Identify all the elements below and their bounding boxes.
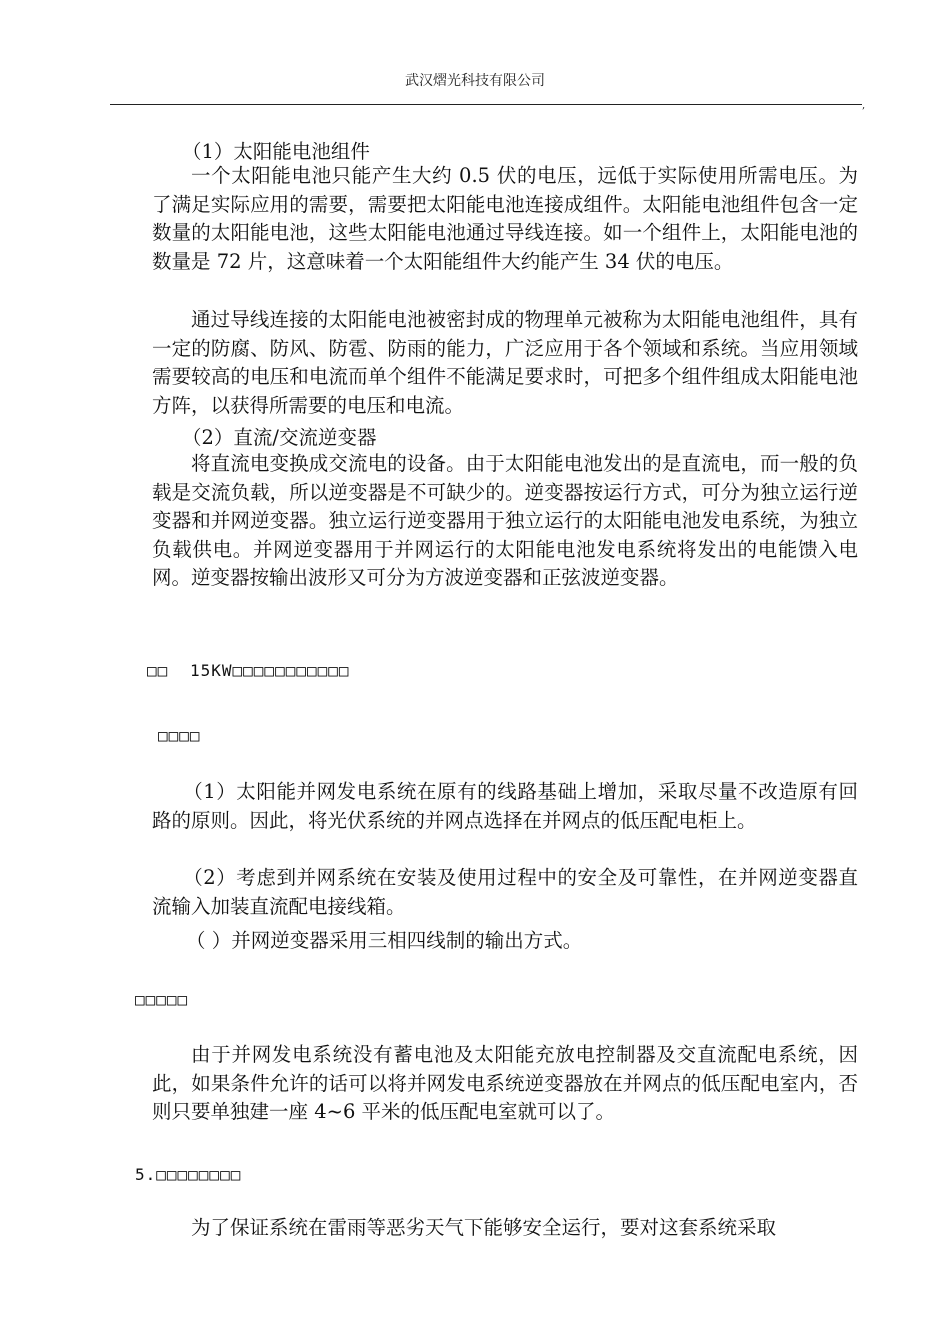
section-heading-solar-module: （1）太阳能电池组件 <box>182 140 370 163</box>
paragraph-solar-module-1: 一个太阳能电池只能产生大约 0.5 伏的电压，远低于实际使用所需电压。为了满足实际应用的需要，需要把太阳能电池连接成组件。太阳能电池组件包含一定数量的太阳能电池，这些太阳能电池通过导线连接。如一个组件上，太阳能电池的数量是 72 片，这意味着一个太阳能组件大约能产生 34 伏的电压。 <box>152 164 858 273</box>
paragraph-distribution-room: 由于并网发电系统没有蓄电池及太阳能充放电控制器及交直流配电系统，因此，如果条件允许的话可以将并网发电系统逆变器放在并网点的低压配电室内，否则只要单独建一座 4~6 平米的低压配电室就可以了。 <box>152 1043 858 1123</box>
company-title: 武汉熠光科技有限公司 <box>405 73 545 89</box>
paragraph-inverter: 将直流电变换成交流电的设备。由于太阳能电池发出的是直流电，而一般的负载是交流负载，所以逆变器是不可缺少的。逆变器按运行方式，可分为独立运行逆变器和并网逆变器。独立运行逆变器用于独立运行的太阳能电池发电系统，为独立负载供电。并网逆变器用于并网运行的太阳能电池发电系统将发出的电能馈入电网。逆变器按输出波形又可分为方波逆变器和正弦波逆变器。 <box>152 452 858 589</box>
heading-distribution-room: □□□□□ <box>135 990 189 1009</box>
heading-15kw-prefix: □□ <box>147 661 169 680</box>
paragraph-solar-module-2: 通过导线连接的太阳能电池被密封成的物理单元被称为太阳能电池组件，具有一定的防腐、防风、防雹、防雨的能力，广泛应用于各个领域和系统。当应用领域需要较高的电压和电流而单个组件不能满足要求时，可把多个组件组成太阳能电池方阵，以获得所需要的电压和电流。 <box>152 308 858 417</box>
header-marker: , <box>862 100 866 111</box>
paragraph-design-1: （1）太阳能并网发电系统在原有的线路基础上增加，采取尽量不改造原有回路的原则。因此，将光伏系统的并网点选择在并网点的低压配电柜上。 <box>152 780 858 832</box>
paragraph-design-3: （ ）并网逆变器采用三相四线制的输出方式。 <box>186 929 583 952</box>
section-heading-inverter: （2）直流/交流逆变器 <box>182 426 377 449</box>
heading-15kw-system: 15KW□□□□□□□□□□□ <box>190 661 350 680</box>
heading-section-5: 5.□□□□□□□□ <box>135 1165 242 1184</box>
paragraph-lightning: 为了保证系统在雷雨等恶劣天气下能够安全运行，要对这套系统采取 <box>191 1216 777 1239</box>
header-divider <box>110 104 862 105</box>
paragraph-design-2: （2）考虑到并网系统在安装及使用过程中的安全及可靠性，在并网逆变器直流输入加装直流配电接线箱。 <box>152 866 858 918</box>
heading-design: □□□□ <box>158 726 201 745</box>
